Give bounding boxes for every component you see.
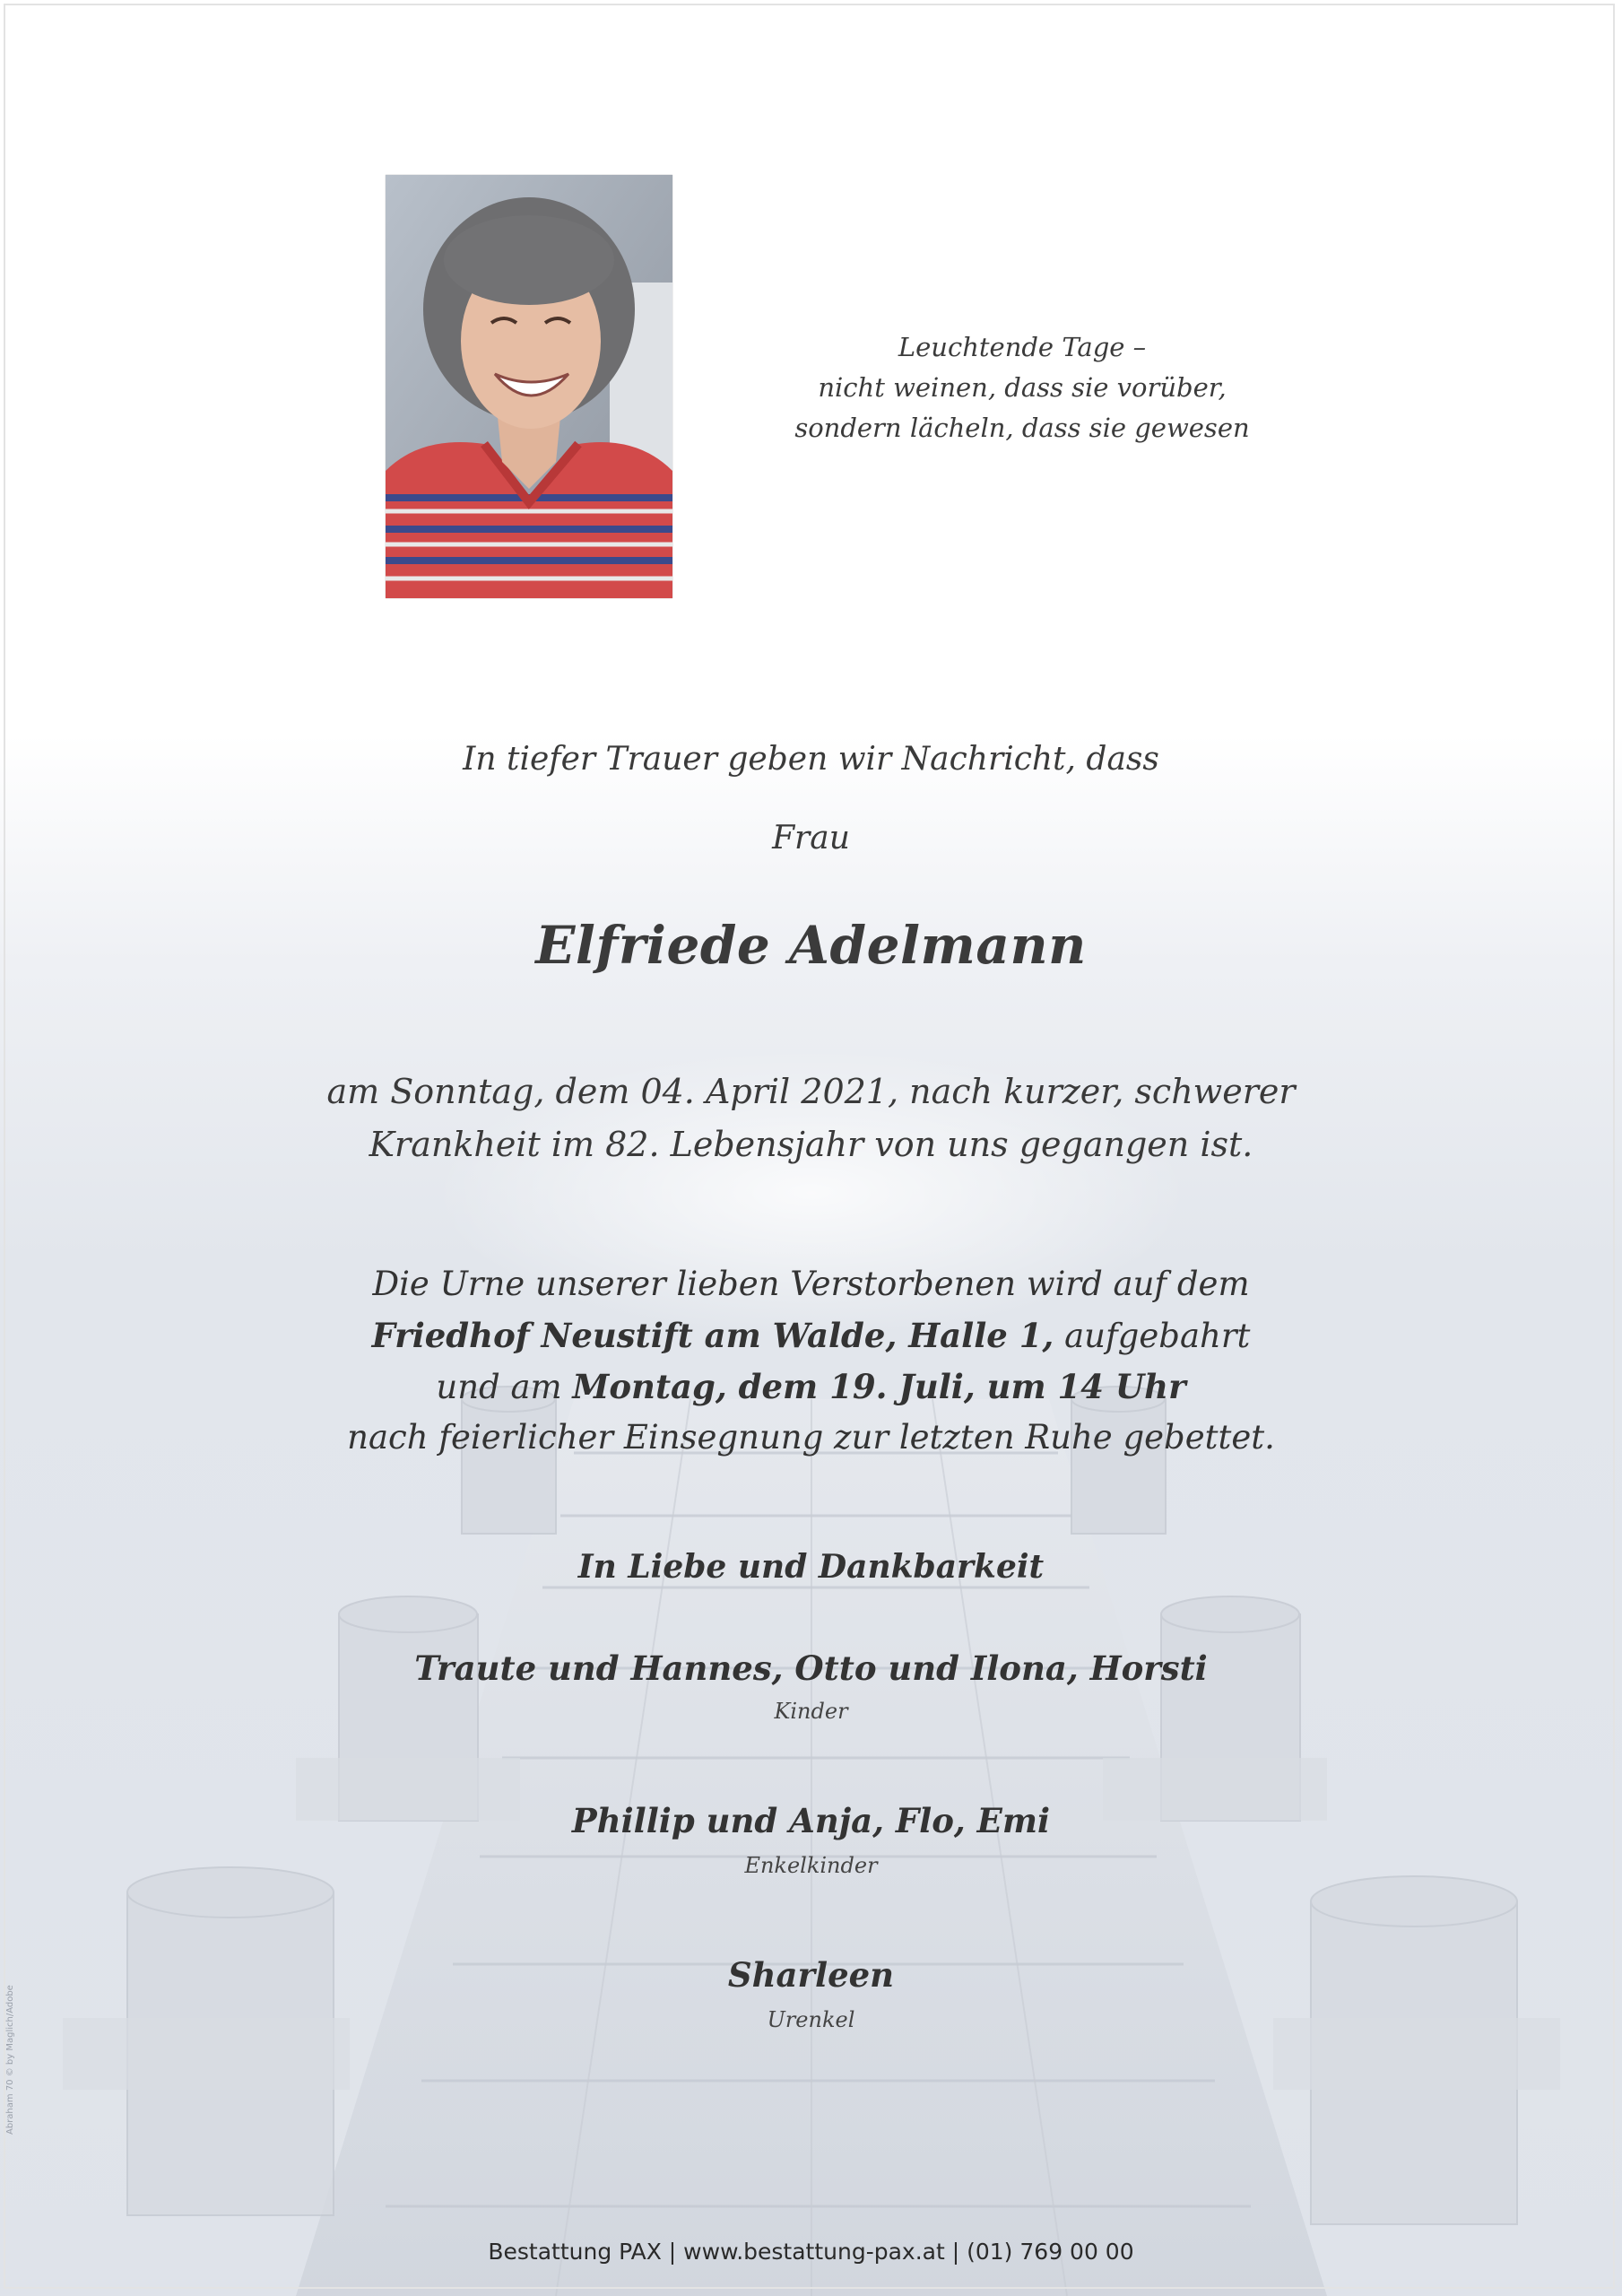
family-relation: Kinder <box>774 1699 848 1724</box>
funeral-details-line: Die Urne unserer lieben Verstorbenen wird auf dem <box>372 1265 1250 1303</box>
death-notice-line: Krankheit im 82. Lebensjahr von uns gegangen ist. <box>369 1125 1253 1164</box>
memorial-quote <box>789 327 1255 448</box>
death-notice-line: am Sonntag, dem 04. April 2021, nach kurzer, schwerer <box>326 1072 1296 1111</box>
image-credit: Abraham 70 © by Maglich/Adobe <box>5 1985 15 2135</box>
family-relation: Urenkel <box>767 2007 855 2032</box>
funeral-date-time: Montag, dem 19. Juli, um 14 Uhr <box>572 1367 1186 1406</box>
family-relation: Enkelkinder <box>744 1853 878 1878</box>
salutation: Frau <box>772 820 850 857</box>
funeral-text: und am <box>436 1368 573 1406</box>
family-names: Traute und Hannes, Otto und Ilona, Horsti <box>414 1648 1208 1688</box>
quote-line: nicht weinen, dass sie vorüber, <box>818 372 1227 403</box>
deceased-name: Elfriede Adelmann <box>535 915 1087 976</box>
funeral-details-line <box>0 1316 1622 1355</box>
announcement-intro: In tiefer Trauer geben wir Nachricht, dass <box>463 741 1159 778</box>
family-names: Phillip und Anja, Flo, Emi <box>571 1801 1051 1840</box>
funeral-text: aufgebahrt <box>1054 1317 1251 1355</box>
portrait-image <box>386 175 672 598</box>
funeral-details-line <box>0 1367 1622 1406</box>
funeral-details-line: nach feierlicher Einsegnung zur letzten Ruhe gebettet. <box>347 1418 1275 1457</box>
closing-phrase: In Liebe und Dankbarkeit <box>577 1548 1045 1586</box>
quote-line: Leuchtende Tage – <box>898 332 1147 362</box>
funeral-home-footer: Bestattung PAX | www.bestattung-pax.at | (01) 769 00 00 <box>488 2239 1134 2265</box>
family-names: Sharleen <box>727 1955 895 1995</box>
portrait-photo <box>386 175 672 598</box>
cemetery-location: Friedhof Neustift am Walde, Halle 1, <box>371 1316 1054 1355</box>
quote-line: sondern lächeln, dass sie gewesen <box>794 413 1250 443</box>
